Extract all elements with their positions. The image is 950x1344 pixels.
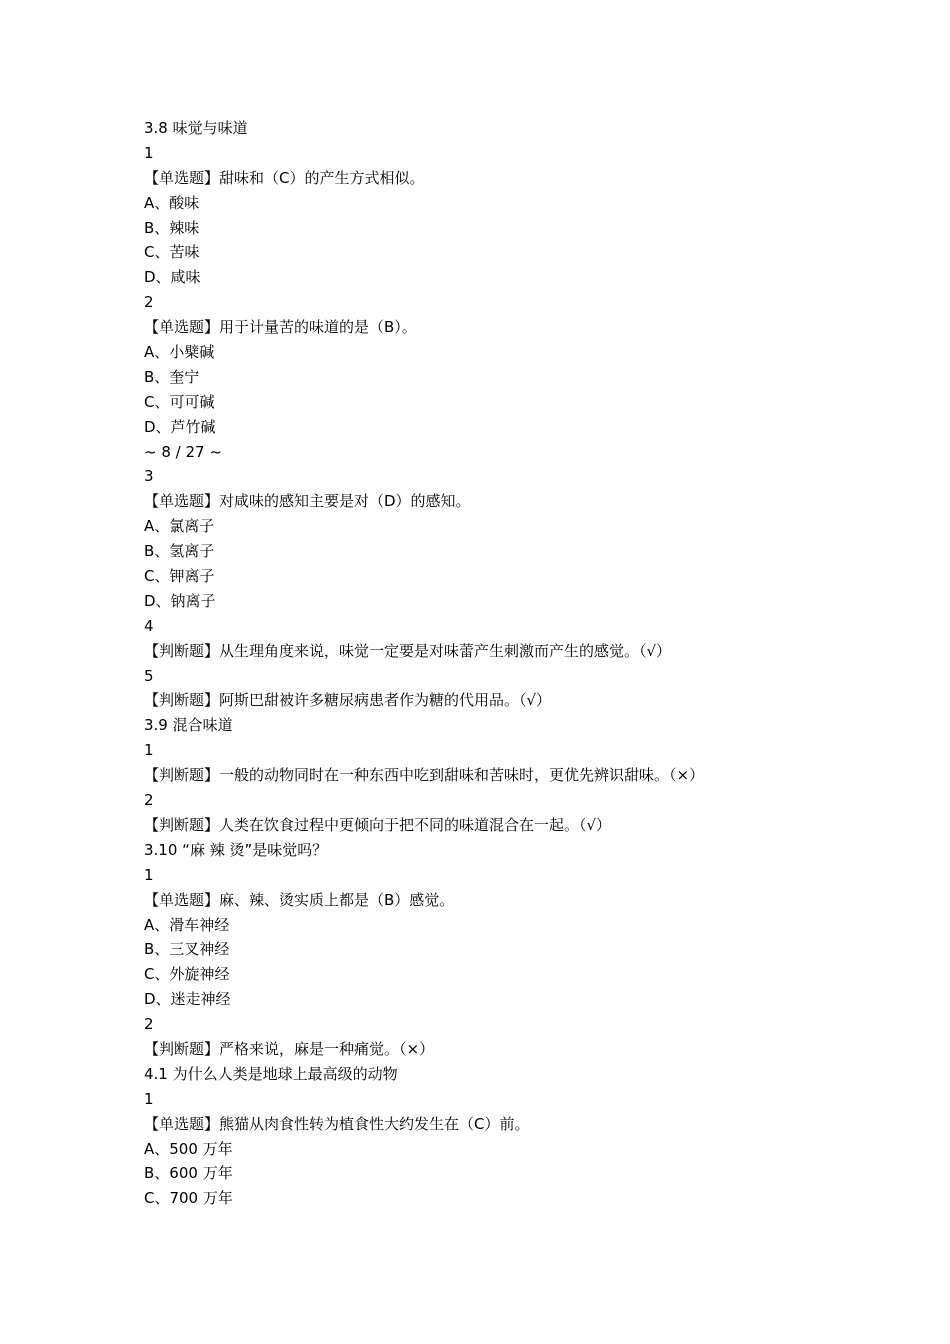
- text-line: ~ 8 / 27 ~: [144, 442, 222, 461]
- text-line: C、可可碱: [144, 392, 215, 411]
- text-line: 3.8 味觉与味道: [144, 119, 248, 137]
- text-line: A、滑车神经: [144, 915, 230, 934]
- text-line: D、咸味: [144, 268, 201, 287]
- text-line: 【单选题】麻、辣、烫实质上都是（B）感觉。: [144, 890, 455, 909]
- text-line: 4.1 为什么人类是地球上最高级的动物: [144, 1064, 398, 1083]
- text-line: A、小檗碱: [144, 343, 215, 362]
- text-line: 2: [144, 791, 154, 810]
- text-line: 3.9 混合味道: [144, 716, 233, 735]
- text-line: 【判断题】从生理角度来说，味觉一定要是对味蕾产生刺激而产生的感觉。（√）: [144, 641, 672, 660]
- text-line: 【判断题】严格来说，麻是一种痛觉。（×）: [144, 1039, 435, 1058]
- text-line: D、钠离子: [144, 591, 216, 610]
- text-line: 【判断题】阿斯巴甜被许多糖尿病患者作为糖的代用品。（√）: [144, 691, 552, 710]
- text-line: 1: [144, 143, 154, 162]
- document-body: [144, 116, 904, 1211]
- text-line: A、氯离子: [144, 517, 215, 536]
- text-line: 2: [144, 1015, 154, 1034]
- text-line: 4: [144, 616, 154, 635]
- text-line: 【单选题】熊猫从肉食性转为植食性大约发生在（C）前。: [144, 1114, 530, 1133]
- text-line: 【单选题】用于计量苦的味道的是（B）。: [144, 318, 417, 337]
- text-line: 1: [144, 1089, 154, 1108]
- text-line: C、700 万年: [144, 1189, 233, 1208]
- text-line: A、500 万年: [144, 1139, 233, 1158]
- text-line: 2: [144, 293, 154, 312]
- text-line: B、奎宁: [144, 367, 200, 386]
- text-line: D、芦竹碱: [144, 417, 216, 436]
- text-line: C、外旋神经: [144, 965, 230, 984]
- text-line: C、苦味: [144, 243, 200, 262]
- text-line: 【单选题】甜味和（C）的产生方式相似。: [144, 168, 425, 187]
- text-line: 1: [144, 741, 154, 760]
- text-line: 1: [144, 865, 154, 884]
- text-line: 【判断题】一般的动物同时在一种东西中吃到甜味和苦味时，更优先辨识甜味。（×）: [144, 766, 705, 785]
- text-line: 3: [144, 467, 154, 486]
- text-line: A、酸味: [144, 193, 200, 212]
- text-line: B、辣味: [144, 218, 200, 237]
- text-line: D、迷走神经: [144, 990, 231, 1009]
- text-line: B、三叉神经: [144, 940, 230, 959]
- text-line: 5: [144, 666, 154, 685]
- text-line: 【判断题】人类在饮食过程中更倾向于把不同的味道混合在一起。（√）: [144, 815, 612, 834]
- text-line: 3.10 “麻 辣 烫”是味觉吗？: [144, 840, 328, 859]
- text-line: B、600 万年: [144, 1164, 233, 1183]
- text-line: 【单选题】对咸味的感知主要是对（D）的感知。: [144, 492, 471, 511]
- text-line: C、钾离子: [144, 567, 215, 586]
- text-line: B、氢离子: [144, 542, 215, 561]
